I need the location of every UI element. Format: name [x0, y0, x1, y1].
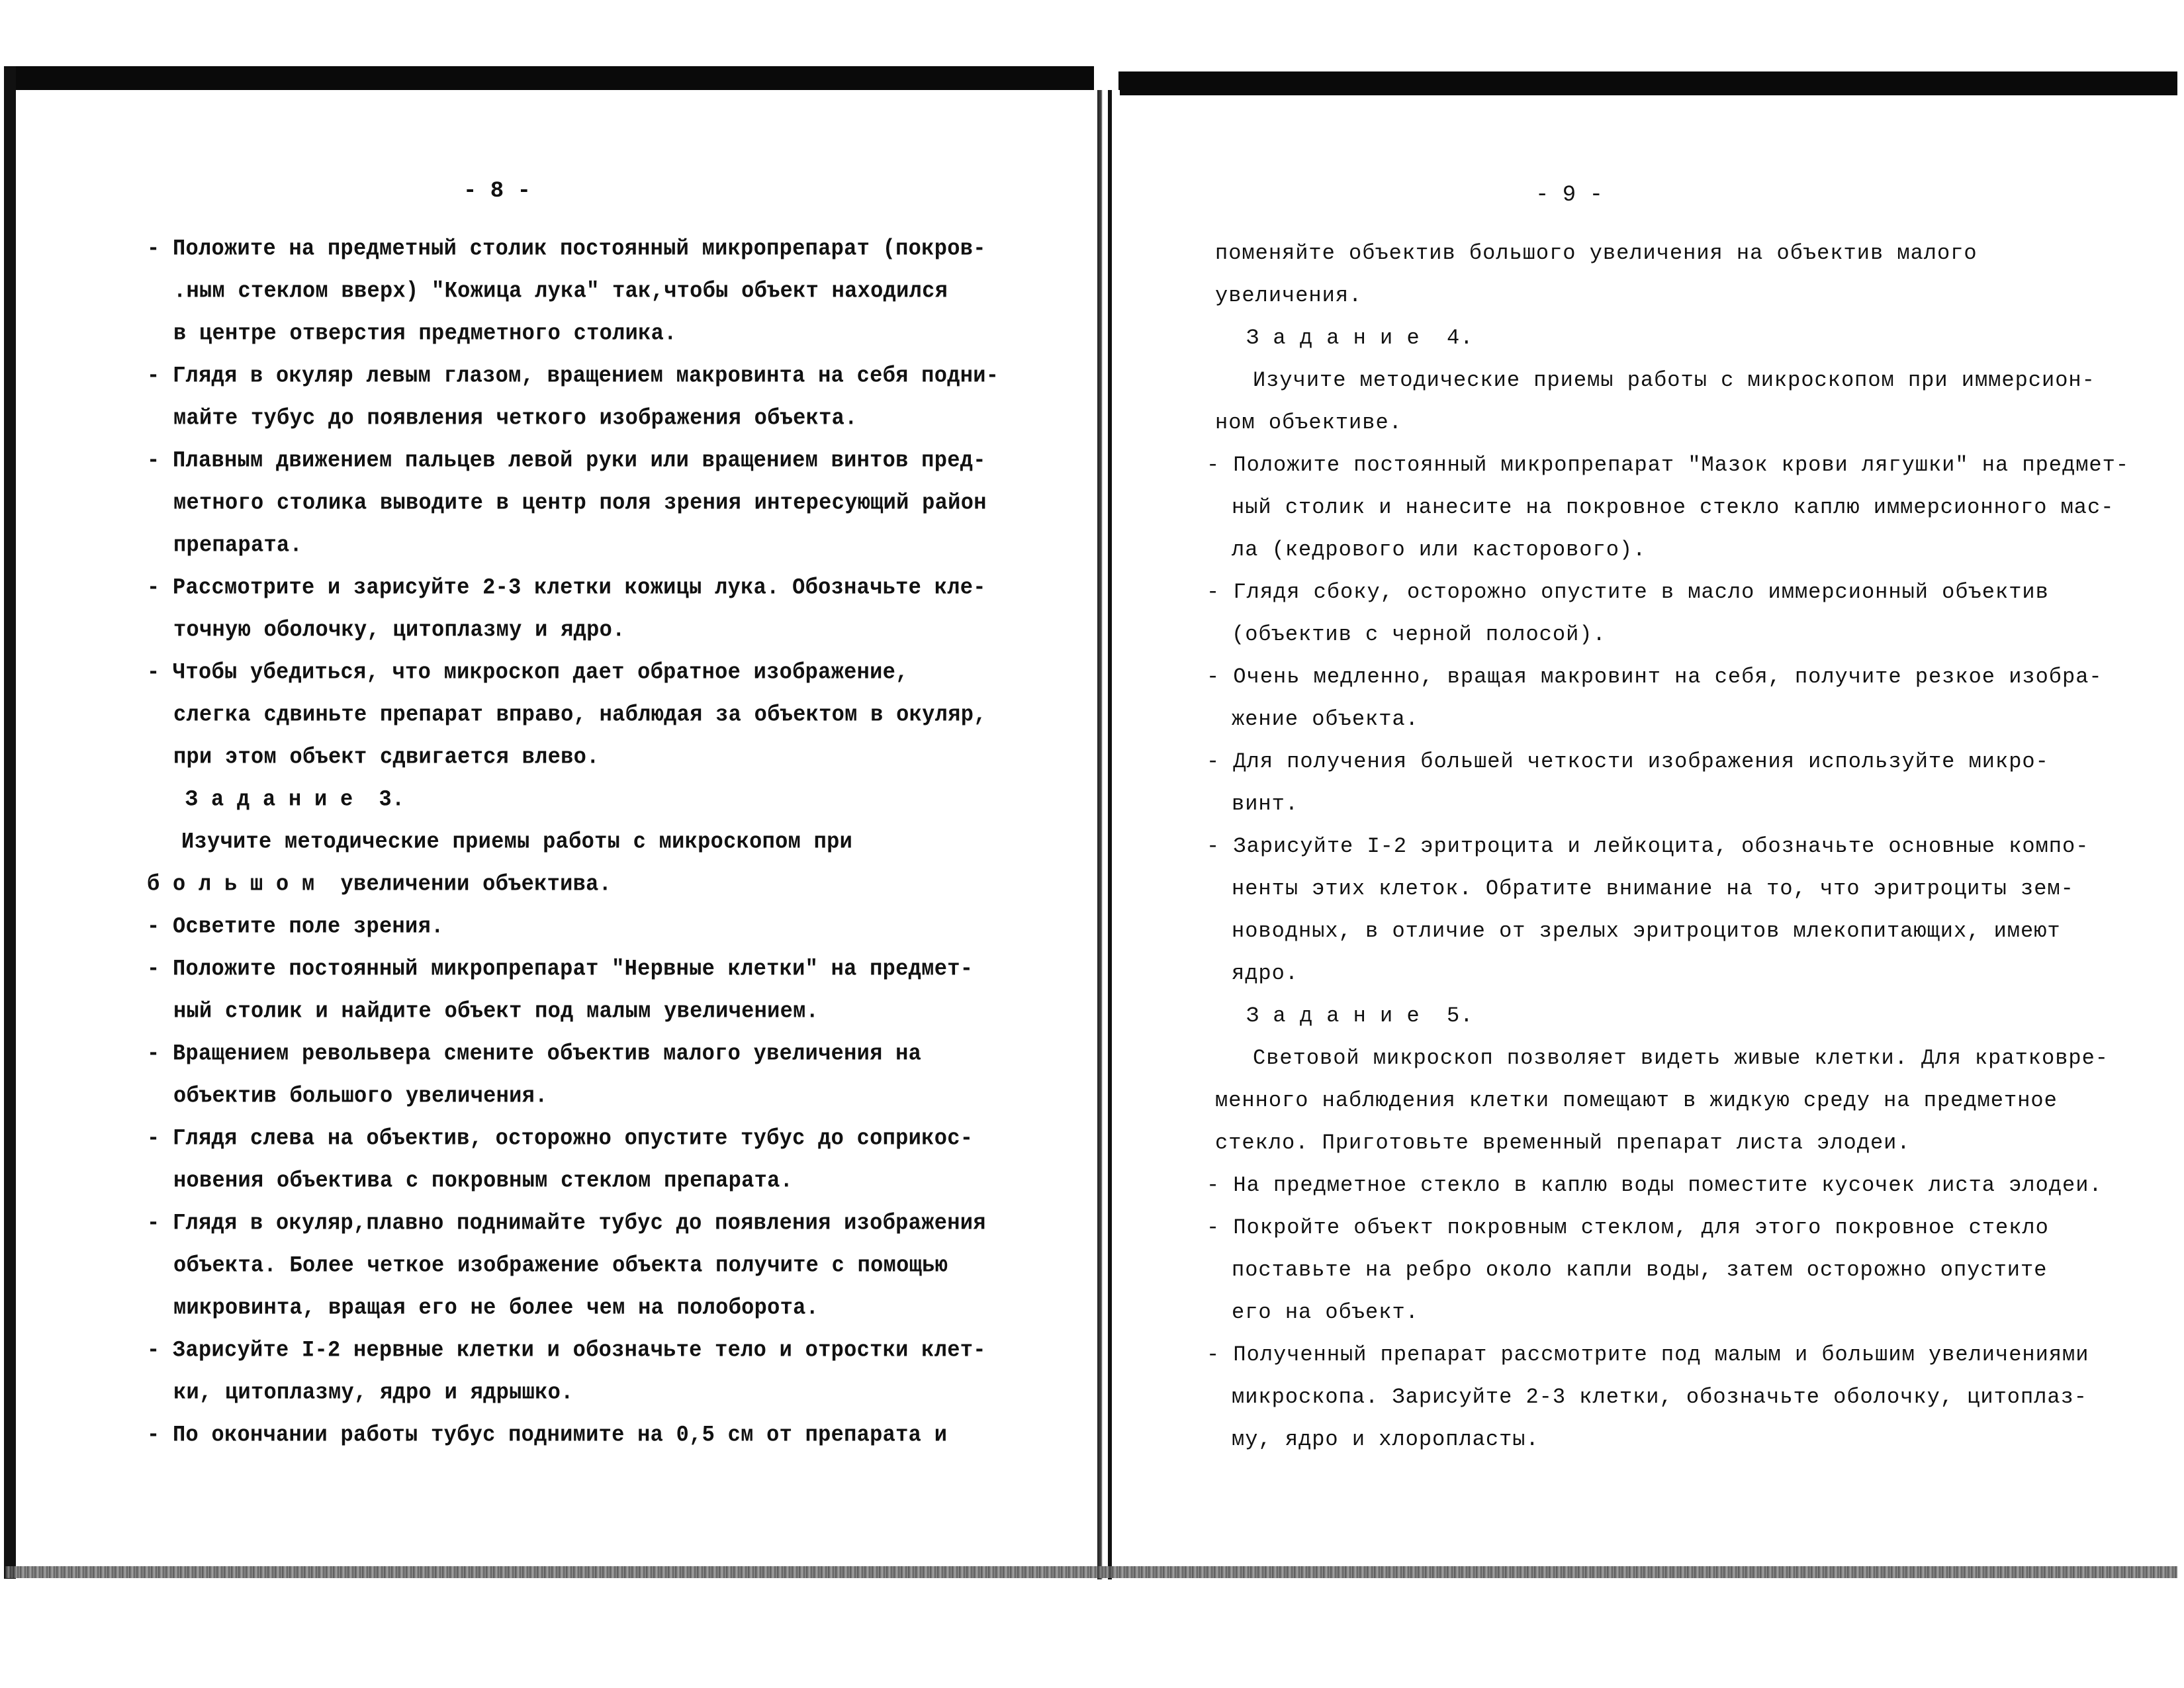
text-line: Изучите методические приемы работы с микроскопом при	[181, 828, 853, 855]
scan-bottom-edge	[5, 1566, 2177, 1578]
text-line: .ным стеклом вверх) "Кожица лука" так,чтобы объект находился	[173, 277, 948, 305]
text-line: поменяйте объектив большого увеличения на объектив малого	[1215, 241, 1978, 265]
text-line: - Положите на предметный столик постоянный микропрепарат (покров-	[147, 235, 986, 262]
text-line: ный столик и нанесите на покровное стекло каплю иммерсионного мас-	[1232, 495, 2115, 520]
text-line: - Полученный препарат рассмотрите под малым и большим увеличениями	[1206, 1342, 2089, 1367]
text-line: увеличения.	[1215, 283, 1363, 308]
text-line: - Чтобы убедиться, что микроскоп дает обратное изображение,	[147, 659, 909, 686]
text-line: - Рассмотрите и зарисуйте 2-3 клетки кожицы лука. Обозначьте кле-	[147, 574, 986, 601]
text-line: ном объективе.	[1215, 410, 1402, 435]
text-line: - По окончании работы тубус поднимите на 0,5 см от препарата и	[147, 1421, 948, 1448]
text-line: новодных, в отличие от зрелых эритроцитов млекопитающих, имеют	[1232, 919, 2061, 943]
right-page-body	[1206, 232, 2160, 1461]
text-line: - Вращением револьвера смените объектив малого увеличения на	[147, 1040, 922, 1067]
text-line: ный столик и найдите объект под малым увеличением.	[173, 998, 819, 1025]
text-line: препарата.	[173, 532, 303, 559]
text-line: - Глядя в окуляр левым глазом, вращением макровинта на себя подни-	[147, 362, 999, 389]
text-line: точную оболочку, цитоплазму и ядро.	[173, 616, 625, 643]
text-line: - Глядя сбоку, осторожно опустите в масло иммерсионный объектив	[1206, 580, 2049, 604]
text-line: - Глядя слева на объектив, осторожно опустите тубус до соприкос-	[147, 1125, 974, 1152]
text-line: - Глядя в окуляр,плавно поднимайте тубус до появления изображения	[147, 1209, 986, 1237]
text-line: в центре отверстия предметного столика.	[173, 320, 677, 347]
text-line: - Для получения большей четкости изображения используйте микро-	[1206, 749, 2049, 774]
text-line: ненты этих клеток. Обратите внимание на то, что эритроциты зем-	[1232, 876, 2074, 901]
text-line: - Осветите поле зрения.	[147, 913, 444, 940]
text-line: - Положите постоянный микропрепарат "Мазок крови лягушки" на предмет-	[1206, 453, 2130, 477]
text-line: микровинта, вращая его не более чем на полоборота.	[173, 1294, 819, 1321]
text-line: объекта. Более четкое изображение объекта получите с помощью	[173, 1252, 948, 1279]
text-line: - Зарисуйте I-2 эритроцита и лейкоцита, обозначьте основные компо-	[1206, 834, 2089, 859]
text-line: метного столика выводите в центр поля зрения интересующий район	[173, 489, 987, 516]
text-line: ки, цитоплазму, ядро и ядрышко.	[173, 1379, 574, 1406]
text-line: поставьте на ребро около капли воды, затем осторожно опустите	[1232, 1258, 2048, 1282]
text-line: Изучите методические приемы работы с микроскопом при иммерсион-	[1253, 368, 2095, 393]
text-line: винт.	[1232, 792, 1299, 816]
text-line: Световой микроскоп позволяет видеть живые клетки. Для кратковре-	[1253, 1046, 2109, 1070]
scan-top-border-left	[5, 66, 1094, 90]
text-line: стекло. Приготовьте временный препарат листа элодеи.	[1215, 1131, 1911, 1155]
text-line: при этом объект сдвигается влево.	[173, 743, 600, 771]
text-line: его на объект.	[1232, 1300, 1419, 1325]
text-line: жение объекта.	[1232, 707, 1419, 731]
text-line: менного наблюдения клетки помещают в жидкую среду на предметное	[1215, 1088, 2058, 1113]
text-line: слегка сдвиньте препарат вправо, наблюдая за объектом в окуляр,	[173, 701, 987, 728]
text-line: б о л ь ш о м увеличении объектива.	[147, 870, 612, 898]
text-line: - Положите постоянный микропрепарат "Нервные клетки" на предмет-	[147, 955, 974, 982]
scan-left-edge	[4, 66, 16, 1579]
text-line: - На предметное стекло в каплю воды поместите кусочек листа элодеи.	[1206, 1173, 2103, 1197]
section-heading: З а д а н и е 5.	[1246, 1004, 1474, 1028]
page-number-right: - 9 -	[1535, 183, 1604, 208]
text-line: - Зарисуйте I-2 нервные клетки и обозначьте тело и отростки клет-	[147, 1336, 986, 1364]
text-line: ла (кедрового или касторового).	[1232, 538, 1647, 562]
section-heading: З а д а н и е 3.	[185, 786, 405, 813]
text-line: майте тубус до появления четкого изображения объекта.	[173, 404, 858, 432]
text-line: му, ядро и хлоропласты.	[1232, 1427, 1539, 1452]
book-spine	[1085, 90, 1120, 1579]
section-heading: З а д а н и е 4.	[1246, 326, 1474, 350]
scan-top-border-right	[1118, 71, 2177, 95]
left-page-body	[147, 228, 1073, 1456]
text-line: - Плавным движением пальцев левой руки или вращением винтов пред-	[147, 447, 986, 474]
page-number-left: - 8 -	[463, 179, 531, 204]
text-line: объектив большого увеличения.	[173, 1082, 548, 1109]
text-line: новения объектива с покровным стеклом препарата.	[173, 1167, 794, 1194]
text-line: - Покройте объект покровным стеклом, для этого покровное стекло	[1206, 1215, 2049, 1240]
text-line: микроскопа. Зарисуйте 2-3 клетки, обозначьте оболочку, цитоплаз-	[1232, 1385, 2087, 1409]
text-line: ядро.	[1232, 961, 1299, 986]
text-line: (объектив с черной полосой).	[1232, 622, 1606, 647]
text-line: - Очень медленно, вращая макровинт на себя, получите резкое изобра-	[1206, 665, 2103, 689]
